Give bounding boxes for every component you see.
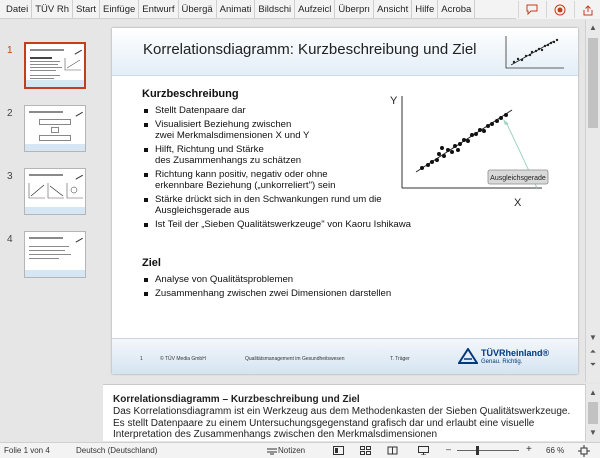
thumbnail-number: 4 [7, 234, 13, 245]
tab-animationen[interactable]: Animati [217, 0, 256, 19]
notes-icon[interactable] [265, 445, 279, 456]
notes-pane[interactable] [103, 384, 585, 441]
reading-view-icon[interactable] [386, 445, 398, 456]
footer-page-number: 1 [140, 356, 143, 362]
x-axis-label: X [514, 197, 522, 209]
footer-author: T. Träger [390, 356, 410, 362]
tuev-brand: TÜVRheinland® [481, 348, 550, 358]
notes-scrollbar-thumb[interactable] [588, 402, 598, 424]
thumbnail-row[interactable] [0, 95, 103, 149]
notes-body: Das Korrelationsdiagramm ist ein Werkzeug aus dem Methodenkasten der Sieben Qualitätswerkzeuge. Es stellt Datenpaare zu einem Untersuchungsgegenstand grafisch dar und erlaubt eine visuelle Interpretation des Zusammenhangs zwischen den Merkmalsdimensionen [113, 406, 571, 440]
tab-einfuegen[interactable]: Einfüge [100, 0, 139, 19]
slide-thumbnail[interactable] [24, 231, 86, 278]
slide-thumbnail-pane [0, 20, 103, 442]
bullet-text: Analyse von Qualitätsproblemen [155, 274, 294, 285]
tab-tuev-rh[interactable]: TÜV Rh [32, 0, 73, 19]
slide-footer [112, 338, 578, 374]
bullet-item [142, 288, 391, 299]
zoom-level[interactable]: 66 % [546, 446, 565, 455]
tab-bildschirmpraesentation[interactable]: Bildschi [255, 0, 295, 19]
bullet-item [142, 219, 411, 230]
tab-hilfe[interactable]: Hilfe [412, 0, 438, 19]
fit-to-window-icon[interactable] [578, 445, 590, 456]
bullet-item [142, 169, 411, 191]
tab-ueberpruefen[interactable]: Überprı [335, 0, 374, 19]
normal-view-icon[interactable] [332, 445, 344, 456]
ribbon-right-icons [516, 0, 600, 19]
slide-title[interactable]: Korrelationsdiagramm: Kurzbeschreibung und Ziel [143, 41, 477, 58]
section-heading-kurzbeschreibung[interactable]: Kurzbeschreibung [142, 88, 239, 100]
section-heading-ziel[interactable]: Ziel [142, 257, 161, 269]
notes-toggle-button[interactable]: Notizen [278, 446, 306, 455]
slide-thumbnail[interactable] [24, 105, 86, 152]
slide-sorter-icon[interactable] [359, 445, 371, 456]
scrollbar-thumb[interactable] [588, 38, 598, 128]
zoom-out-button[interactable]: – [446, 444, 452, 454]
slide-editor [103, 20, 585, 382]
slide-scrollbar[interactable] [585, 20, 600, 382]
record-icon[interactable] [546, 1, 572, 18]
bullet-item [142, 274, 391, 285]
bullet-text: Stärke drückt sich in den Schwankungen rund um die Ausgleichsgerade aus [155, 194, 382, 217]
scroll-up-icon[interactable]: ▲ [589, 23, 597, 32]
bullet-item [142, 119, 411, 141]
zoom-slider-handle[interactable] [476, 446, 479, 455]
slide-thumbnail[interactable] [24, 42, 86, 89]
tab-acrobat[interactable]: Acroba [438, 0, 475, 19]
tab-uebergaenge[interactable]: Übergä [179, 0, 217, 19]
slide-header [112, 28, 578, 76]
bullet-text: Hilft, Richtung und Stärke des Zusammenhangs zu schätzen [155, 144, 302, 167]
thumbnail-row[interactable] [0, 32, 103, 86]
tab-start[interactable]: Start [73, 0, 100, 19]
tuev-logo [458, 345, 568, 371]
footer-copyright: © TÜV Media GmbH [160, 356, 206, 362]
tab-entwurf[interactable]: Entwurf [139, 0, 178, 19]
header-scatter-icon [502, 34, 566, 72]
ziel-list[interactable] [142, 274, 391, 302]
notes-scrollbar[interactable] [585, 384, 600, 441]
status-bar [0, 442, 600, 458]
y-axis-label: Y [390, 95, 398, 107]
thumbnail-number: 2 [7, 108, 13, 119]
notes-scroll-up-icon[interactable]: ▲ [589, 388, 597, 397]
ribbon-tab-bar [0, 0, 600, 19]
previous-slide-icon[interactable]: ⏶ [589, 347, 597, 356]
tab-ansicht[interactable]: Ansicht [374, 0, 412, 19]
scroll-down-icon[interactable]: ▼ [589, 333, 597, 342]
bullet-text: Visualisiert Beziehung zwischen zwei Merkmalsdimensionen X und Y [155, 119, 310, 142]
share-icon[interactable] [574, 1, 600, 18]
thumbnail-number: 3 [7, 171, 13, 182]
thumbnail-number: 1 [7, 45, 13, 56]
slide-canvas[interactable] [112, 28, 578, 374]
language-indicator[interactable]: Deutsch (Deutschland) [76, 446, 158, 455]
callout-label: Ausgleichsgerade [490, 175, 546, 182]
tab-aufzeichnen[interactable]: Aufzeicl [295, 0, 335, 19]
bullet-text: Richtung kann positiv, negativ oder ohne erkennbare Beziehung („unkorreliert") sein [155, 169, 336, 192]
correlation-diagram[interactable] [382, 88, 554, 212]
slideshow-icon[interactable] [417, 445, 429, 456]
zoom-slider[interactable] [457, 450, 519, 451]
thumbnail-row[interactable] [0, 221, 103, 275]
comment-icon[interactable] [518, 1, 544, 18]
zoom-in-button[interactable]: + [526, 444, 532, 455]
bullet-item [142, 194, 411, 216]
bullet-text: Ist Teil der „Sieben Qualitätswerkzeuge" von Kaoru Ishikawa [155, 219, 411, 231]
thumbnail-row[interactable] [0, 158, 103, 212]
bullet-item [142, 144, 411, 166]
kurzbeschreibung-list[interactable] [142, 105, 411, 234]
bullet-text: Zusammenhang zwischen zwei Dimensionen darstellen [155, 288, 392, 300]
notes-title: Korrelationsdiagramm – Kurzbeschreibung und Ziel [113, 394, 360, 405]
notes-scroll-down-icon[interactable]: ▼ [589, 428, 597, 437]
bullet-text: Stellt Datenpaare dar [155, 105, 246, 116]
slide-counter: Folie 1 von 4 [4, 446, 50, 455]
bullet-item [142, 105, 411, 116]
tuev-triangle-icon [458, 348, 478, 364]
slide-thumbnail[interactable] [24, 168, 86, 215]
tab-datei[interactable]: Datei [0, 0, 32, 19]
tuev-slogan: Genau. Richtig. [481, 359, 523, 365]
next-slide-icon[interactable]: ⏷ [589, 360, 597, 369]
footer-course: Qualitätsmanagement im Gesundheitswesen [245, 356, 345, 362]
